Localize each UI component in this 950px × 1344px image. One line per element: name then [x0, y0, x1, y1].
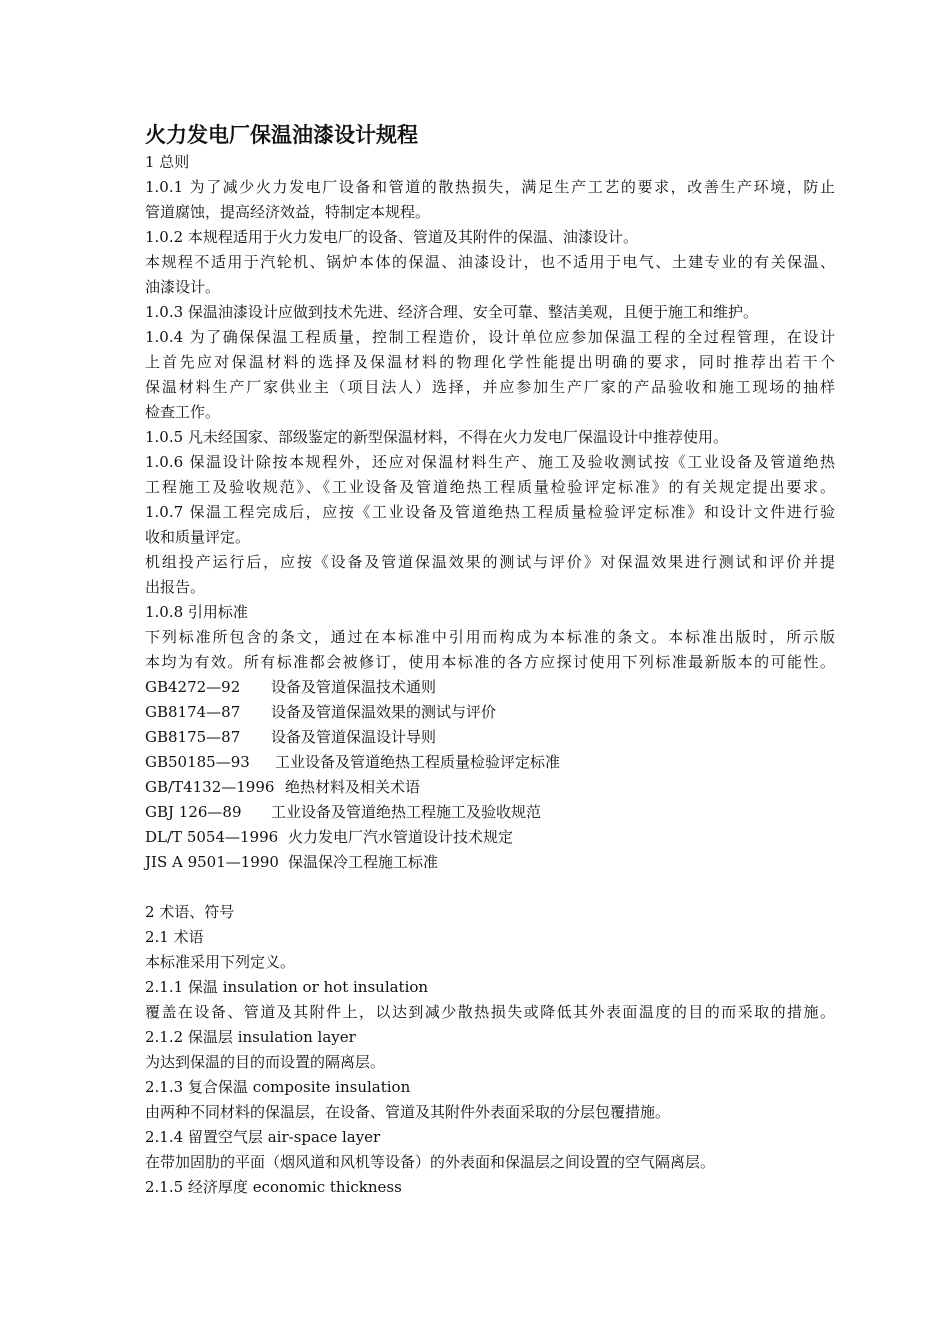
text-line: 覆盖在设备、管道及其附件上，以达到减少散热损失或降低其外表面温度的目的而采取的措施。	[145, 1003, 835, 1021]
text-line: 2.1.5 经济厚度 economic thickness	[145, 1178, 402, 1196]
text-line: 工程施工及验收规范》、《工业设备及管道绝热工程质量检验评定标准》的有关规定提出要求。	[145, 478, 835, 496]
standard-name: 设备及管道保温技术通则	[271, 678, 437, 696]
text-line: 1.0.3 保温油漆设计应做到技术先进、经济合理、安全可靠、整洁美观，且便于施工和维护。	[145, 303, 758, 321]
standard-name: 设备及管道保温效果的测试与评价	[271, 703, 497, 721]
text-line: 保温材料生产厂家供业主（项目法人）选择，并应参加生产厂家的产品验收和施工现场的抽样	[145, 378, 835, 396]
text-line: 1.0.1 为了减少火力发电厂设备和管道的散热损失，满足生产工艺的要求，改善生产环境，防止	[145, 178, 835, 196]
text-line: 由两种不同材料的保温层，在设备、管道及其附件外表面采取的分层包覆措施。	[145, 1103, 671, 1121]
general-provisions-text	[145, 175, 835, 675]
text-line: 油漆设计。	[145, 278, 221, 296]
text-line: 本规程不适用于汽轮机、锅炉本体的保温、油漆设计，也不适用于电气、土建专业的有关保温、	[145, 253, 835, 271]
text-line: 管道腐蚀，提高经济效益，特制定本规程。	[145, 203, 431, 221]
text-line: 2.1.1 保温 insulation or hot insulation	[145, 978, 429, 996]
text-line: 2 术语、符号	[145, 903, 235, 921]
text-line: 检查工作。	[145, 403, 221, 421]
standard-row	[145, 825, 835, 850]
text-line: 在带加固肋的平面（烟风道和风机等设备）的外表面和保温层之间设置的空气隔离层。	[145, 1153, 716, 1171]
document-title: 火力发电厂保温油漆设计规程	[145, 123, 418, 147]
standard-row	[145, 850, 835, 875]
text-line: 1.0.7 保温工程完成后，应按《工业设备及管道绝热工程质量检验评定标准》和设计文件进行验	[145, 503, 835, 521]
text-line: 2.1.3 复合保温 composite insulation	[145, 1078, 411, 1096]
standard-code: JIS A 9501—1990	[145, 853, 279, 871]
referenced-standards-list	[145, 675, 835, 875]
standard-name: 火力发电厂汽水管道设计技术规定	[288, 828, 514, 846]
text-line: 为达到保温的目的而设置的隔离层。	[145, 1053, 386, 1071]
standard-code: GB4272—92	[145, 678, 241, 696]
text-line: 1.0.8 引用标准	[145, 603, 248, 621]
text-line: 1.0.5 凡未经国家、部级鉴定的新型保温材料，不得在火力发电厂保温设计中推荐使用。	[145, 428, 728, 446]
standard-row	[145, 750, 835, 775]
terms-section-text	[145, 900, 835, 1200]
text-line: 本标准采用下列定义。	[145, 953, 296, 971]
blank-line	[145, 875, 835, 900]
text-line: 1.0.4 为了确保保温工程质量，控制工程造价，设计单位应参加保温工程的全过程管理，在设计	[145, 328, 835, 346]
text-line: 上首先应对保温材料的选择及保温材料的物理化学性能提出明确的要求，同时推荐出若干个	[145, 353, 835, 371]
standard-name: 保温保冷工程施工标准	[288, 853, 439, 871]
section-heading: 1 总则	[145, 153, 190, 171]
text-line: 收和质量评定。	[145, 528, 251, 546]
text-line: 2.1 术语	[145, 928, 204, 946]
standard-code: GB8175—87	[145, 728, 241, 746]
standard-row	[145, 675, 835, 700]
text-line: 2.1.2 保温层 insulation layer	[145, 1028, 356, 1046]
standard-name: 工业设备及管道绝热工程质量检验评定标准	[275, 753, 561, 771]
standard-row	[145, 700, 835, 725]
text-line: 2.1.4 留置空气层 air-space layer	[145, 1128, 381, 1146]
standard-code: DL/T 5054—1996	[145, 828, 279, 846]
text-line: 下列标准所包含的条文，通过在本标准中引用而构成为本标准的条文。本标准出版时，所示版	[145, 628, 835, 646]
text-line: 本均为有效。所有标准都会被修订，使用本标准的各方应探讨使用下列标准最新版本的可能性。	[145, 653, 835, 671]
standard-code: GBJ 126—89	[145, 803, 242, 821]
document-page	[145, 120, 835, 1200]
standard-name: 工业设备及管道绝热工程施工及验收规范	[271, 803, 542, 821]
standard-code: GB8174—87	[145, 703, 241, 721]
standard-name: 设备及管道保温设计导则	[271, 728, 437, 746]
standard-name: 绝热材料及相关术语	[285, 778, 421, 796]
text-line: 机组投产运行后，应按《设备及管道保温效果的测试与评价》对保温效果进行测试和评价并提	[145, 553, 835, 571]
standard-row	[145, 775, 835, 800]
standard-row	[145, 800, 835, 825]
standard-code: GB/T4132—1996	[145, 778, 275, 796]
text-line: 1.0.6 保温设计除按本规程外，还应对保温材料生产、施工及验收测试按《工业设备及管道绝热	[145, 453, 835, 471]
text-line: 出报告。	[145, 578, 206, 596]
standard-code: GB50185—93	[145, 753, 250, 771]
text-line: 1.0.2 本规程适用于火力发电厂的设备、管道及其附件的保温、油漆设计。	[145, 228, 638, 246]
standard-row	[145, 725, 835, 750]
